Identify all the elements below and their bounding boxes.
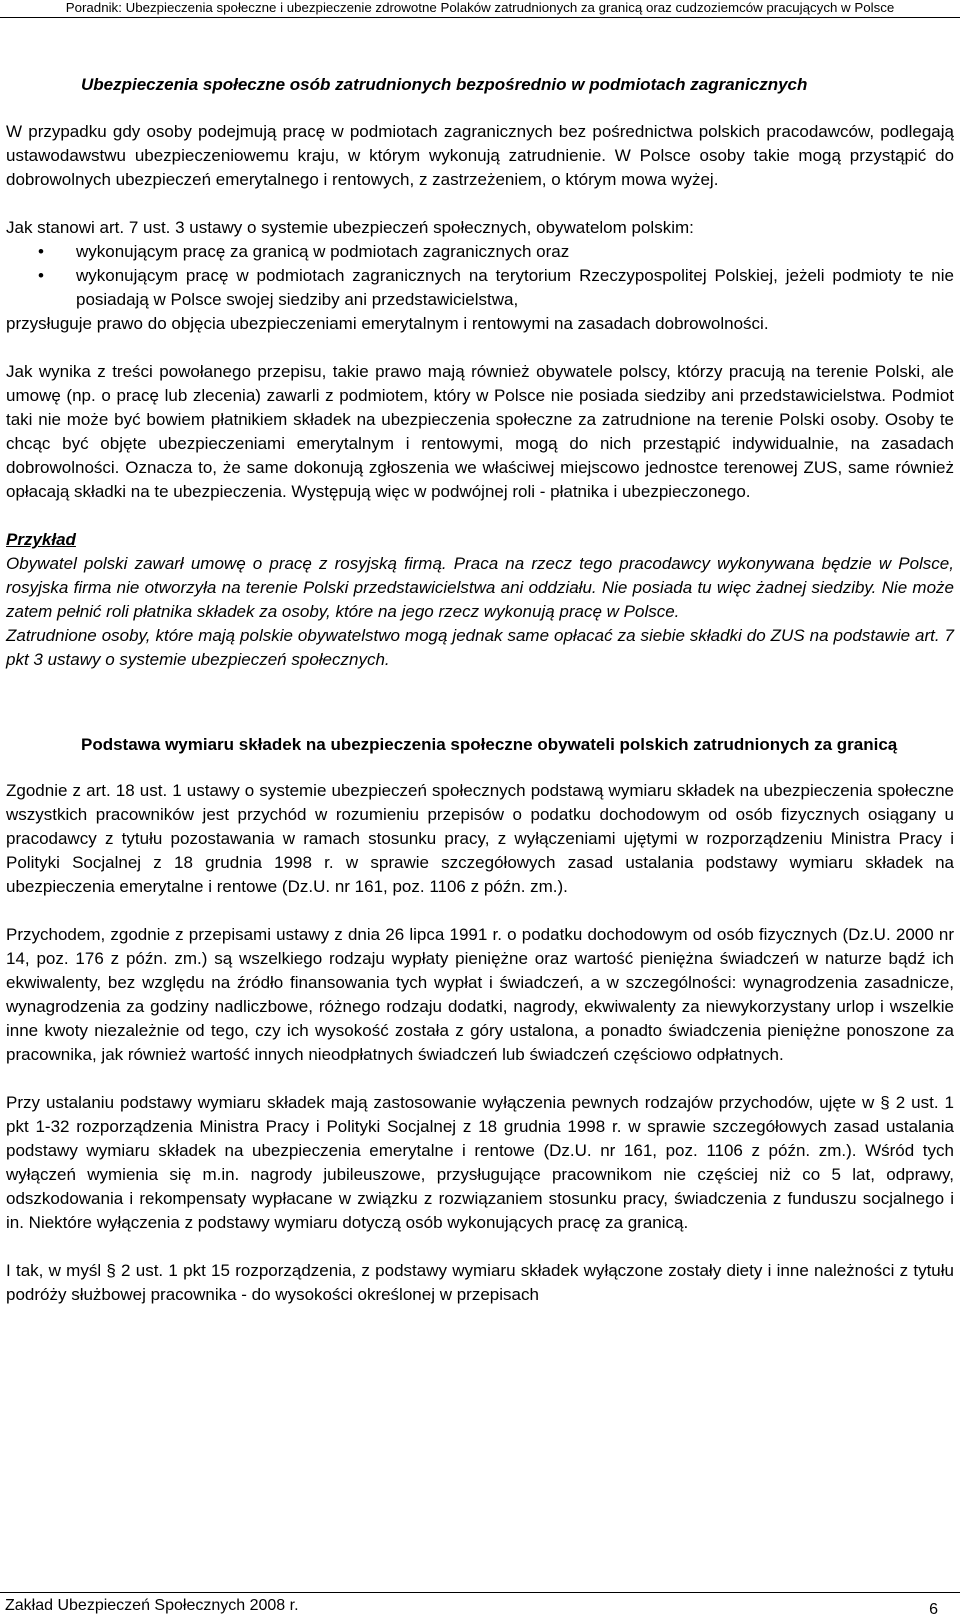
page-number: 6 (929, 1601, 938, 1618)
example-paragraph: Obywatel polski zawarł umowę o pracę z rosyjską firmą. Praca na rzecz tego pracodawcy wykonywana będzie w Polsce, rosyjska firma nie otworzyła na terenie Polski przedstawicielstwa ani oddziału. Nie posiada tu więc żadnej siedziby. Nie może zatem pełnić roli płatnika składek za osoby, które na jego rzecz wykonują pracę w Polsce. (6, 554, 954, 621)
paragraph: I tak, w myśl § 2 ust. 1 pkt 15 rozporządzenia, z podstawy wymiaru składek wyłączone zostały diety i inne należności z tytułu podróży służbowej pracownika - do wysokości określonej w przepisach (6, 1261, 954, 1304)
list-item-text: wykonującym pracę w podmiotach zagranicznych na terytorium Rzeczypospolitej Polskiej, jeżeli podmioty te nie posiadają w Polsce swojej siedziby ani przedstawicielstwa, (76, 266, 954, 309)
list-item (6, 240, 954, 264)
example-heading: Przykład (6, 530, 76, 549)
paragraph: W przypadku gdy osoby podejmują pracę w podmiotach zagranicznych bez pośrednictwa polskich pracodawców, podlegają ustawodawstwu ubezpieczeniowemu kraju, w którym wykonują zatrudnienie. W Polsce osoby takie mogą przystąpić do dobrowolnych ubezpieczeń emerytalnego i rentowych, z zastrzeżeniem, o którym mowa wyżej. (6, 122, 954, 189)
bullet-icon: • (38, 242, 44, 261)
page-footer (0, 1592, 960, 1622)
paragraph-outro: przysługuje prawo do objęcia ubezpieczeniami emerytalnym i rentowymi na zasadach dobrowolności. (6, 314, 769, 333)
paragraph: Przychodem, zgodnie z przepisami ustawy z dnia 26 lipca 1991 r. o podatku dochodowym od osób fizycznych (Dz.U. 2000 nr 14, poz. 176 z późn. zm.) są wszelkiego rodzaju wypłaty pieniężne oraz wartość pieniężna świadczeń w naturze bądź ich ekwiwalenty, bez względu na źródło finansowania tych wypłat i świadczeń, a w szczególności: wynagrodzenia zasadnicze, wynagrodzenia za godziny nadliczbowe, różnego rodzaju dodatki, nagrody, ekwiwalenty za niewykorzystany urlop i wszelkie inne kwoty niezależnie od tego, czy ich wysokość została z góry ustalona, a ponadto świadczenia pieniężne ponoszone za pracownika, jak również wartość innych nieodpłatnych świadczeń lub świadczeń częściowo odpłatnych. (6, 925, 954, 1064)
running-header: Poradnik: Ubezpieczenia społeczne i ubezpieczenie zdrowotne Polaków zatrudnionych za granicą oraz cudzoziemców pracujących w Polsce (65, 0, 895, 15)
footer-rule (0, 1592, 960, 1593)
list-item (6, 264, 954, 312)
section-heading-contribution-base: Podstawa wymiaru składek na ubezpieczenia społeczne obywateli polskich zatrudnionych za granicą (81, 735, 898, 754)
paragraph: Zgodnie z art. 18 ust. 1 ustawy o systemie ubezpieczeń społecznych podstawą wymiaru składek na ubezpieczenia społeczne wszystkich pracowników jest przychód w rozumieniu przepisów o podatku dochodowym od osób fizycznych osiągany u pracodawcy z tytułu pozostawania w ramach stosunku pracy, z wyłączeniami ujętymi w rozporządzeniu Ministra Pracy i Polityki Socjalnej z 18 grudnia 1998 r. w sprawie szczegółowych zasad ustalania podstawy wymiaru składek na ubezpieczenia emerytalne i rentowe (Dz.U. nr 161, poz. 1106 z późn. zm.). (6, 781, 954, 896)
section-heading-employment-abroad: Ubezpieczenia społeczne osób zatrudnionych bezpośrednio w podmiotach zagranicznych (81, 75, 808, 94)
paragraph-intro: Jak stanowi art. 7 ust. 3 ustawy o systemie ubezpieczeń społecznych, obywatelom polskim: (6, 218, 694, 237)
header-rule (0, 17, 960, 18)
bullet-icon: • (38, 266, 44, 285)
footer-publisher: Zakład Ubezpieczeń Społecznych 2008 r. (5, 1597, 299, 1614)
paragraph: Jak wynika z treści powołanego przepisu, takie prawo mają również obywatele polscy, którzy pracują na terenie Polski, ale umowę (np. o pracę lub zlecenia) zawarli z podmiotem, który w Polsce nie posiada siedziby ani przedstawicielstwa. Podmiot taki nie może być bowiem płatnikiem składek na ubezpieczenia społeczne za zatrudnione na terenie Polski osoby. Osoby te chcąc być objęte ubezpieczeniami emerytalnym i rentowymi, mogą do nich przestąpić indywidualnie, na zasadach dobrowolności. Oznacza to, że same dokonują zgłoszenia we właściwej miejscowo jednostce terenowej ZUS, same również opłacają składki na te ubezpieczenia. Występują więc w podwójnej roli - płatnika i ubezpieczonego. (6, 362, 954, 501)
example-paragraph: Zatrudnione osoby, które mają polskie obywatelstwo mogą jednak same opłacać za siebie składki do ZUS na podstawie art. 7 pkt 3 ustawy o systemie ubezpieczeń społecznych. (6, 626, 954, 669)
paragraph: Przy ustalaniu podstawy wymiaru składek mają zastosowanie wyłączenia pewnych rodzajów przychodów, ujęte w § 2 ust. 1 pkt 1-32 rozporządzenia Ministra Pracy i Polityki Socjalnej z 18 grudnia 1998 r. w sprawie szczegółowych zasad ustalania podstawy wymiaru składek na ubezpieczenia emerytalne i rentowe (Dz.U. nr 161, poz. 1106 z późn. zm.). Wśród tych wyłączeń wymienia się m.in. nagrody jubileuszowe, przysługujące pracownikom nie częściej niż co 5 lat, odprawy, odszkodowania i rekompensaty wypłacane w związku z rozwiązaniem stosunku pracy, świadczenia z funduszu socjalnego i in. Niektóre wyłączenia z podstawy wymiaru dotyczą osób wykonujących pracę za granicą. (6, 1093, 954, 1232)
document-body (6, 72, 954, 1307)
list-item-text: wykonującym pracę za granicą w podmiotach zagranicznych oraz (76, 242, 570, 261)
